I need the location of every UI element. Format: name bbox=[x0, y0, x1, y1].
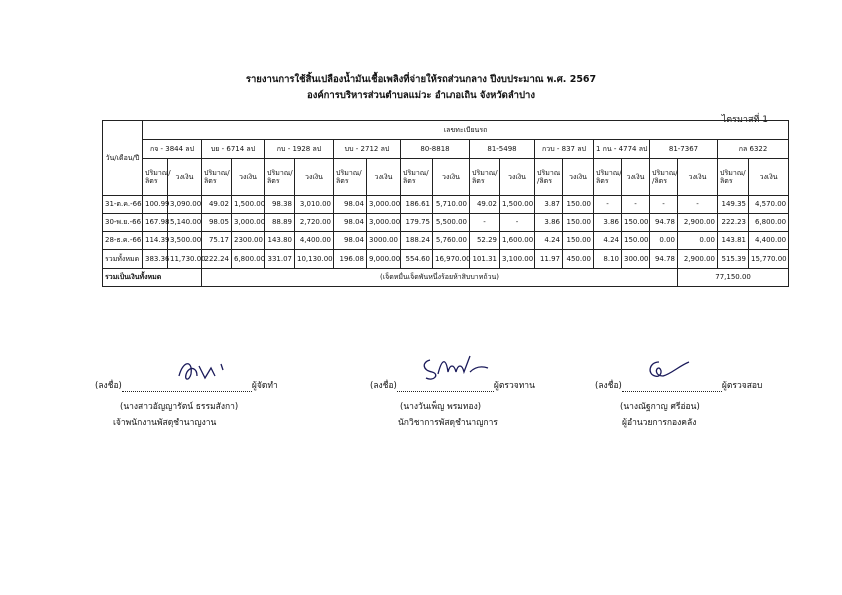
signature-role: ผู้จัดทำ bbox=[251, 381, 278, 391]
sum-amount-cell: 300.00 bbox=[622, 250, 650, 269]
handwritten-signature bbox=[175, 356, 235, 386]
sum-quantity-cell: 8.10 bbox=[594, 250, 622, 269]
row-date: 31-ต.ค.-66 bbox=[103, 196, 143, 214]
table-row bbox=[103, 232, 789, 250]
amount-cell: 4,570.00 bbox=[749, 196, 789, 214]
amount-header: วงเงิน bbox=[500, 159, 535, 196]
quantity-cell: 88.89 bbox=[265, 214, 295, 232]
amount-header: วงเงิน bbox=[232, 159, 265, 196]
amount-cell: 150.00 bbox=[622, 214, 650, 232]
vehicle-plate-header: กวบ - 837 ลป bbox=[535, 140, 594, 159]
amount-cell: 1,500.00 bbox=[232, 196, 265, 214]
amount-header: วงเงิน bbox=[168, 159, 202, 196]
quantity-cell: 143.80 bbox=[265, 232, 295, 250]
amount-cell: 3,000.00 bbox=[367, 214, 401, 232]
quantity-cell: 49.02 bbox=[470, 196, 500, 214]
sum-amount-cell: 9,000.00 bbox=[367, 250, 401, 269]
amount-cell: 150.00 bbox=[563, 214, 594, 232]
quantity-header: ปริมาณ/ ลิตร bbox=[265, 159, 295, 196]
sum-amount-cell: 6,800.00 bbox=[232, 250, 265, 269]
preparer-position: เจ้าพนักงานพัสดุชำนาญงาน bbox=[113, 418, 217, 428]
sum-quantity-cell: 196.08 bbox=[334, 250, 367, 269]
amount-cell: 3,090.00 bbox=[168, 196, 202, 214]
vehicle-plate-header: บบ - 2712 ลป bbox=[334, 140, 401, 159]
amount-header: วงเงิน bbox=[678, 159, 718, 196]
amount-cell: 3000.00 bbox=[367, 232, 401, 250]
signature-prefix: (ลงชื่อ) bbox=[370, 381, 397, 391]
amount-cell: 5,710.00 bbox=[433, 196, 470, 214]
sum-quantity-cell: 554.60 bbox=[401, 250, 433, 269]
amount-cell: 150.00 bbox=[563, 196, 594, 214]
sum-quantity-cell: 515.39 bbox=[718, 250, 749, 269]
quantity-header: ปริมาณ/ ลิตร bbox=[718, 159, 749, 196]
signature-inspector bbox=[595, 378, 762, 392]
amount-cell: 2300.00 bbox=[232, 232, 265, 250]
fuel-usage-table bbox=[102, 120, 789, 287]
vehicle-plate-header: 80-8818 bbox=[401, 140, 470, 159]
quantity-cell: 149.35 bbox=[718, 196, 749, 214]
amount-cell: 150.00 bbox=[563, 232, 594, 250]
vehicle-plate-header: กล 6322 bbox=[718, 140, 789, 159]
quarter-label: ไตรมาสที่ 1 bbox=[721, 115, 768, 125]
amount-cell: 5,500.00 bbox=[433, 214, 470, 232]
quantity-cell: 98.04 bbox=[334, 214, 367, 232]
amount-header: วงเงิน bbox=[749, 159, 789, 196]
quantity-header: ปริมาณ/ ลิตร bbox=[401, 159, 433, 196]
amount-cell: 4,400.00 bbox=[749, 232, 789, 250]
quantity-cell: 3.86 bbox=[594, 214, 622, 232]
date-column-header: วัน/เดือน/ปี bbox=[103, 121, 143, 196]
quantity-cell: 3.86 bbox=[535, 214, 563, 232]
sum-amount-cell: 15,770.00 bbox=[749, 250, 789, 269]
amount-cell: - bbox=[678, 196, 718, 214]
quantity-cell: 186.61 bbox=[401, 196, 433, 214]
signature-role: ผู้ตรวจสอบ bbox=[721, 381, 763, 391]
reviewer-position: นักวิชาการพัสดุชำนาญการ bbox=[398, 418, 498, 428]
amount-cell: 3,000.00 bbox=[367, 196, 401, 214]
inspector-name: (นางณัฐกาญ ศรีอ่อน) bbox=[620, 402, 700, 412]
quantity-cell: 3.87 bbox=[535, 196, 563, 214]
sum-amount-cell: 11,730.00 bbox=[168, 250, 202, 269]
signature-reviewer bbox=[370, 378, 535, 392]
quantity-cell: 98.04 bbox=[334, 232, 367, 250]
amount-cell: 3,010.00 bbox=[295, 196, 334, 214]
sum-amount-cell: 3,100.00 bbox=[500, 250, 535, 269]
grand-total-in-words: (เจ็ดหมื่นเจ็ดพันหนึ่งร้อยห้าสิบบาทถ้วน) bbox=[202, 269, 678, 287]
grand-total-label: รวมเป็นเงินทั้งหมด bbox=[103, 269, 202, 287]
sum-quantity-cell: 101.31 bbox=[470, 250, 500, 269]
quantity-cell: 49.02 bbox=[202, 196, 232, 214]
quantity-cell: 98.38 bbox=[265, 196, 295, 214]
plate-group-header: เลขทะเบียนรถ bbox=[143, 121, 789, 140]
amount-cell: 5,760.00 bbox=[433, 232, 470, 250]
quantity-header: ปริมาณ/ ลิตร bbox=[334, 159, 367, 196]
amount-cell: 2,720.00 bbox=[295, 214, 334, 232]
organization-title: องค์การบริหารส่วนตำบลแม่วะ อำเภอเถิน จังหวัดลำปาง bbox=[306, 90, 536, 101]
amount-header: วงเงิน bbox=[622, 159, 650, 196]
quantity-header: ปริมาณ/ ลิตร bbox=[202, 159, 232, 196]
quantity-cell: 167.98 bbox=[143, 214, 168, 232]
quantity-cell: - bbox=[650, 196, 678, 214]
handwritten-signature bbox=[645, 356, 705, 384]
amount-cell: 6,800.00 bbox=[749, 214, 789, 232]
preparer-name: (นางสาวอัญญารัตน์ ธรรมสังกา) bbox=[120, 402, 239, 412]
grand-total-row bbox=[103, 269, 789, 287]
quantity-cell: 100.99 bbox=[143, 196, 168, 214]
amount-header: วงเงิน bbox=[295, 159, 334, 196]
table-row bbox=[103, 214, 789, 232]
report-title: รายงานการใช้สิ้นเปลืองน้ำมันเชื้อเพลิงที่จ่ายให้รถส่วนกลาง ปีงบประมาณ พ.ศ. 2567 bbox=[245, 74, 597, 85]
amount-cell: 3,500.00 bbox=[168, 232, 202, 250]
quantity-cell: 143.81 bbox=[718, 232, 749, 250]
signature-preparer bbox=[95, 378, 278, 392]
quantity-header: ปริมาณ /ลิตร bbox=[535, 159, 563, 196]
quantity-cell: 94.78 bbox=[650, 214, 678, 232]
grand-total-amount: 77,150.00 bbox=[678, 269, 789, 287]
sum-quantity-cell: 222.24 bbox=[202, 250, 232, 269]
sum-amount-cell: 2,900.00 bbox=[678, 250, 718, 269]
quantity-cell: 4.24 bbox=[535, 232, 563, 250]
amount-cell: 3,000.00 bbox=[232, 214, 265, 232]
amount-cell: - bbox=[500, 214, 535, 232]
vehicle-plate-header: 81-7367 bbox=[650, 140, 718, 159]
quantity-cell: 114.39 bbox=[143, 232, 168, 250]
quantity-cell: - bbox=[470, 214, 500, 232]
sum-quantity-cell: 331.07 bbox=[265, 250, 295, 269]
amount-cell: 2,900.00 bbox=[678, 214, 718, 232]
sum-amount-cell: 450.00 bbox=[563, 250, 594, 269]
sum-amount-cell: 16,970.00 bbox=[433, 250, 470, 269]
quantity-cell: 52.29 bbox=[470, 232, 500, 250]
vehicle-plate-header: กบ - 1928 ลป bbox=[265, 140, 334, 159]
quantity-header: ปริมาณ/ ลิตร bbox=[470, 159, 500, 196]
amount-cell: 5,140.00 bbox=[168, 214, 202, 232]
amount-cell: 150.00 bbox=[622, 232, 650, 250]
amount-cell: 0.00 bbox=[678, 232, 718, 250]
sum-amount-cell: 10,130.00 bbox=[295, 250, 334, 269]
vehicle-plate-header: กจ - 3844 ลป bbox=[143, 140, 202, 159]
signature-prefix: (ลงชื่อ) bbox=[595, 381, 622, 391]
signature-prefix: (ลงชื่อ) bbox=[95, 381, 122, 391]
quantity-header: ปริมาณ/ /ลิตร bbox=[650, 159, 678, 196]
amount-header: วงเงิน bbox=[367, 159, 401, 196]
table-row bbox=[103, 196, 789, 214]
quantity-cell: 98.04 bbox=[334, 196, 367, 214]
vehicle-plate-header: บย - 6714 ลป bbox=[202, 140, 265, 159]
quantity-header: ปริมาณ/ ลิตร bbox=[143, 159, 168, 196]
row-date: 28-ธ.ค.-66 bbox=[103, 232, 143, 250]
reviewer-name: (นางวันเพ็ญ พรมทอง) bbox=[400, 402, 482, 412]
quantity-header: ปริมาณ/ ลิตร bbox=[594, 159, 622, 196]
quantity-cell: - bbox=[594, 196, 622, 214]
handwritten-signature bbox=[420, 352, 490, 384]
vehicle-plate-header: 1 กน - 4774 ลป bbox=[594, 140, 650, 159]
quantity-cell: 222.23 bbox=[718, 214, 749, 232]
amount-cell: 1,600.00 bbox=[500, 232, 535, 250]
inspector-position: ผู้อำนวยการกองคลัง bbox=[622, 418, 697, 428]
amount-header: วงเงิน bbox=[433, 159, 470, 196]
sum-quantity-cell: 383.36 bbox=[143, 250, 168, 269]
sum-row bbox=[103, 250, 789, 269]
quantity-cell: 188.24 bbox=[401, 232, 433, 250]
vehicle-plate-header: 81-5498 bbox=[470, 140, 535, 159]
quantity-cell: 179.75 bbox=[401, 214, 433, 232]
sum-label: รวมทั้งหมด bbox=[103, 250, 143, 269]
amount-cell: - bbox=[622, 196, 650, 214]
signature-role: ผู้ตรวจทาน bbox=[493, 381, 535, 391]
amount-header: วงเงิน bbox=[563, 159, 594, 196]
row-date: 30-พ.ย.-66 bbox=[103, 214, 143, 232]
quantity-cell: 0.00 bbox=[650, 232, 678, 250]
amount-cell: 1,500.00 bbox=[500, 196, 535, 214]
quantity-cell: 75.17 bbox=[202, 232, 232, 250]
sum-quantity-cell: 11.97 bbox=[535, 250, 563, 269]
sum-quantity-cell: 94.78 bbox=[650, 250, 678, 269]
quantity-cell: 98.05 bbox=[202, 214, 232, 232]
amount-cell: 4,400.00 bbox=[295, 232, 334, 250]
quantity-cell: 4.24 bbox=[594, 232, 622, 250]
